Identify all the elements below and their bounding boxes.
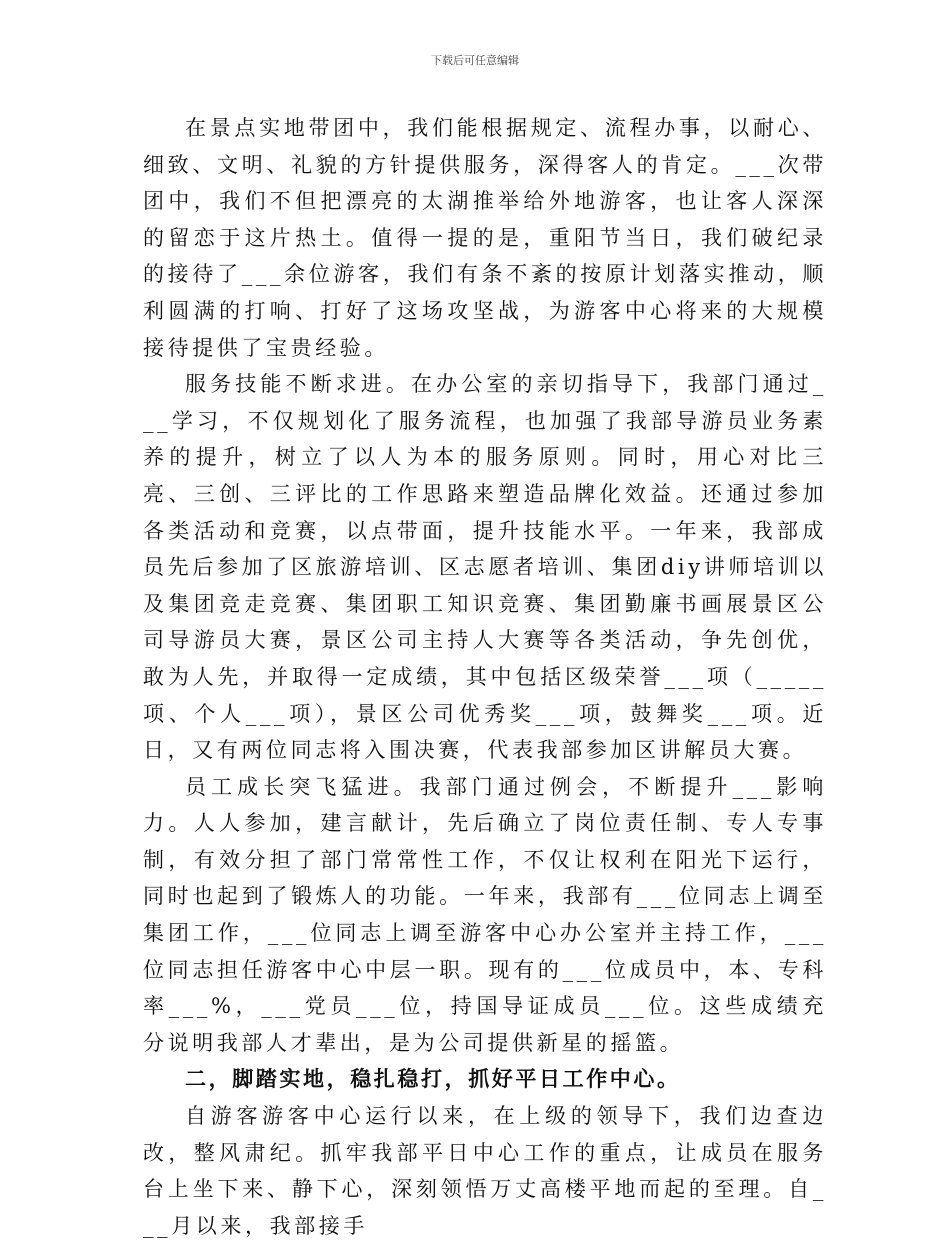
page-header-note: 下载后可任意编辑: [431, 54, 519, 67]
document-body: [143, 110, 827, 1244]
paragraph-staff-growth: 员工成长突飞猛进。我部门通过例会，不断提升___影响力。人人参加，建言献计，先后确立了岗位责任制、专人专事制，有效分担了部门常常性工作，不仅让权利在阳光下运行，同时也起到了锻炼人的功能。一年来，我部有___位同志上调至集团工作，___位同志上调至游客中心办公室并主持工作，___位同志担任游客中心中层一职。现有的___位成员中，本、专科率___%，___党员___位，持国导证成员___位。这些成绩充分说明我部人才辈出，是为公司提供新星的摇篮。: [143, 774, 827, 1055]
paragraph-daily-work: 自游客游客中心运行以来，在上级的领导下，我们边查边改，整风肃纪。抓牢我部平日中心工作的重点，让成员在服务台上坐下来、静下心，深刻领悟万丈高楼平地而起的至理。自___月以来，我部接手: [143, 1104, 827, 1238]
paragraph-service-skills: 服务技能不断求进。在办公室的亲切指导下，我部门通过___学习，不仅规划化了服务流程，也加强了我部导游员业务素养的提升，树立了以人为本的服务原则。同时，用心对比三亮、三创、三评比的工作思路来塑造品牌化效益。还通过参加各类活动和竞赛，以点带面，提升技能水平。一年来，我部成员先后参加了区旅游培训、区志愿者培训、集团diy讲师培训以及集团竞走竞赛、集团职工知识竞赛、集团勤廉书画展景区公司导游员大赛，景区公司主持人大赛等各类活动，争先创优，敢为人先，并取得一定成绩，其中包括区级荣誉___项（_____项、个人___项），景区公司优秀奖___项，鼓舞奖___项。近日，又有两位同志将入围决赛，代表我部参加区讲解员大赛。: [143, 372, 827, 763]
paragraph-tour-service: 在景点实地带团中，我们能根据规定、流程办事，以耐心、细致、文明、礼貌的方针提供服务，深得客人的肯定。___次带团中，我们不但把漂亮的太湖推举给外地游客，也让客人深深的留恋于这片热土。值得一提的是，重阳节当日，我们破纪录的接待了___余位游客，我们有条不紊的按原计划落实推动，顺利圆满的打响、打好了这场攻坚战，为游客中心将来的大规模接待提供了宝贵经验。: [143, 116, 827, 360]
section-heading: 二，脚踏实地，稳扎稳打，抓好平日工作中心。: [185, 1066, 681, 1092]
